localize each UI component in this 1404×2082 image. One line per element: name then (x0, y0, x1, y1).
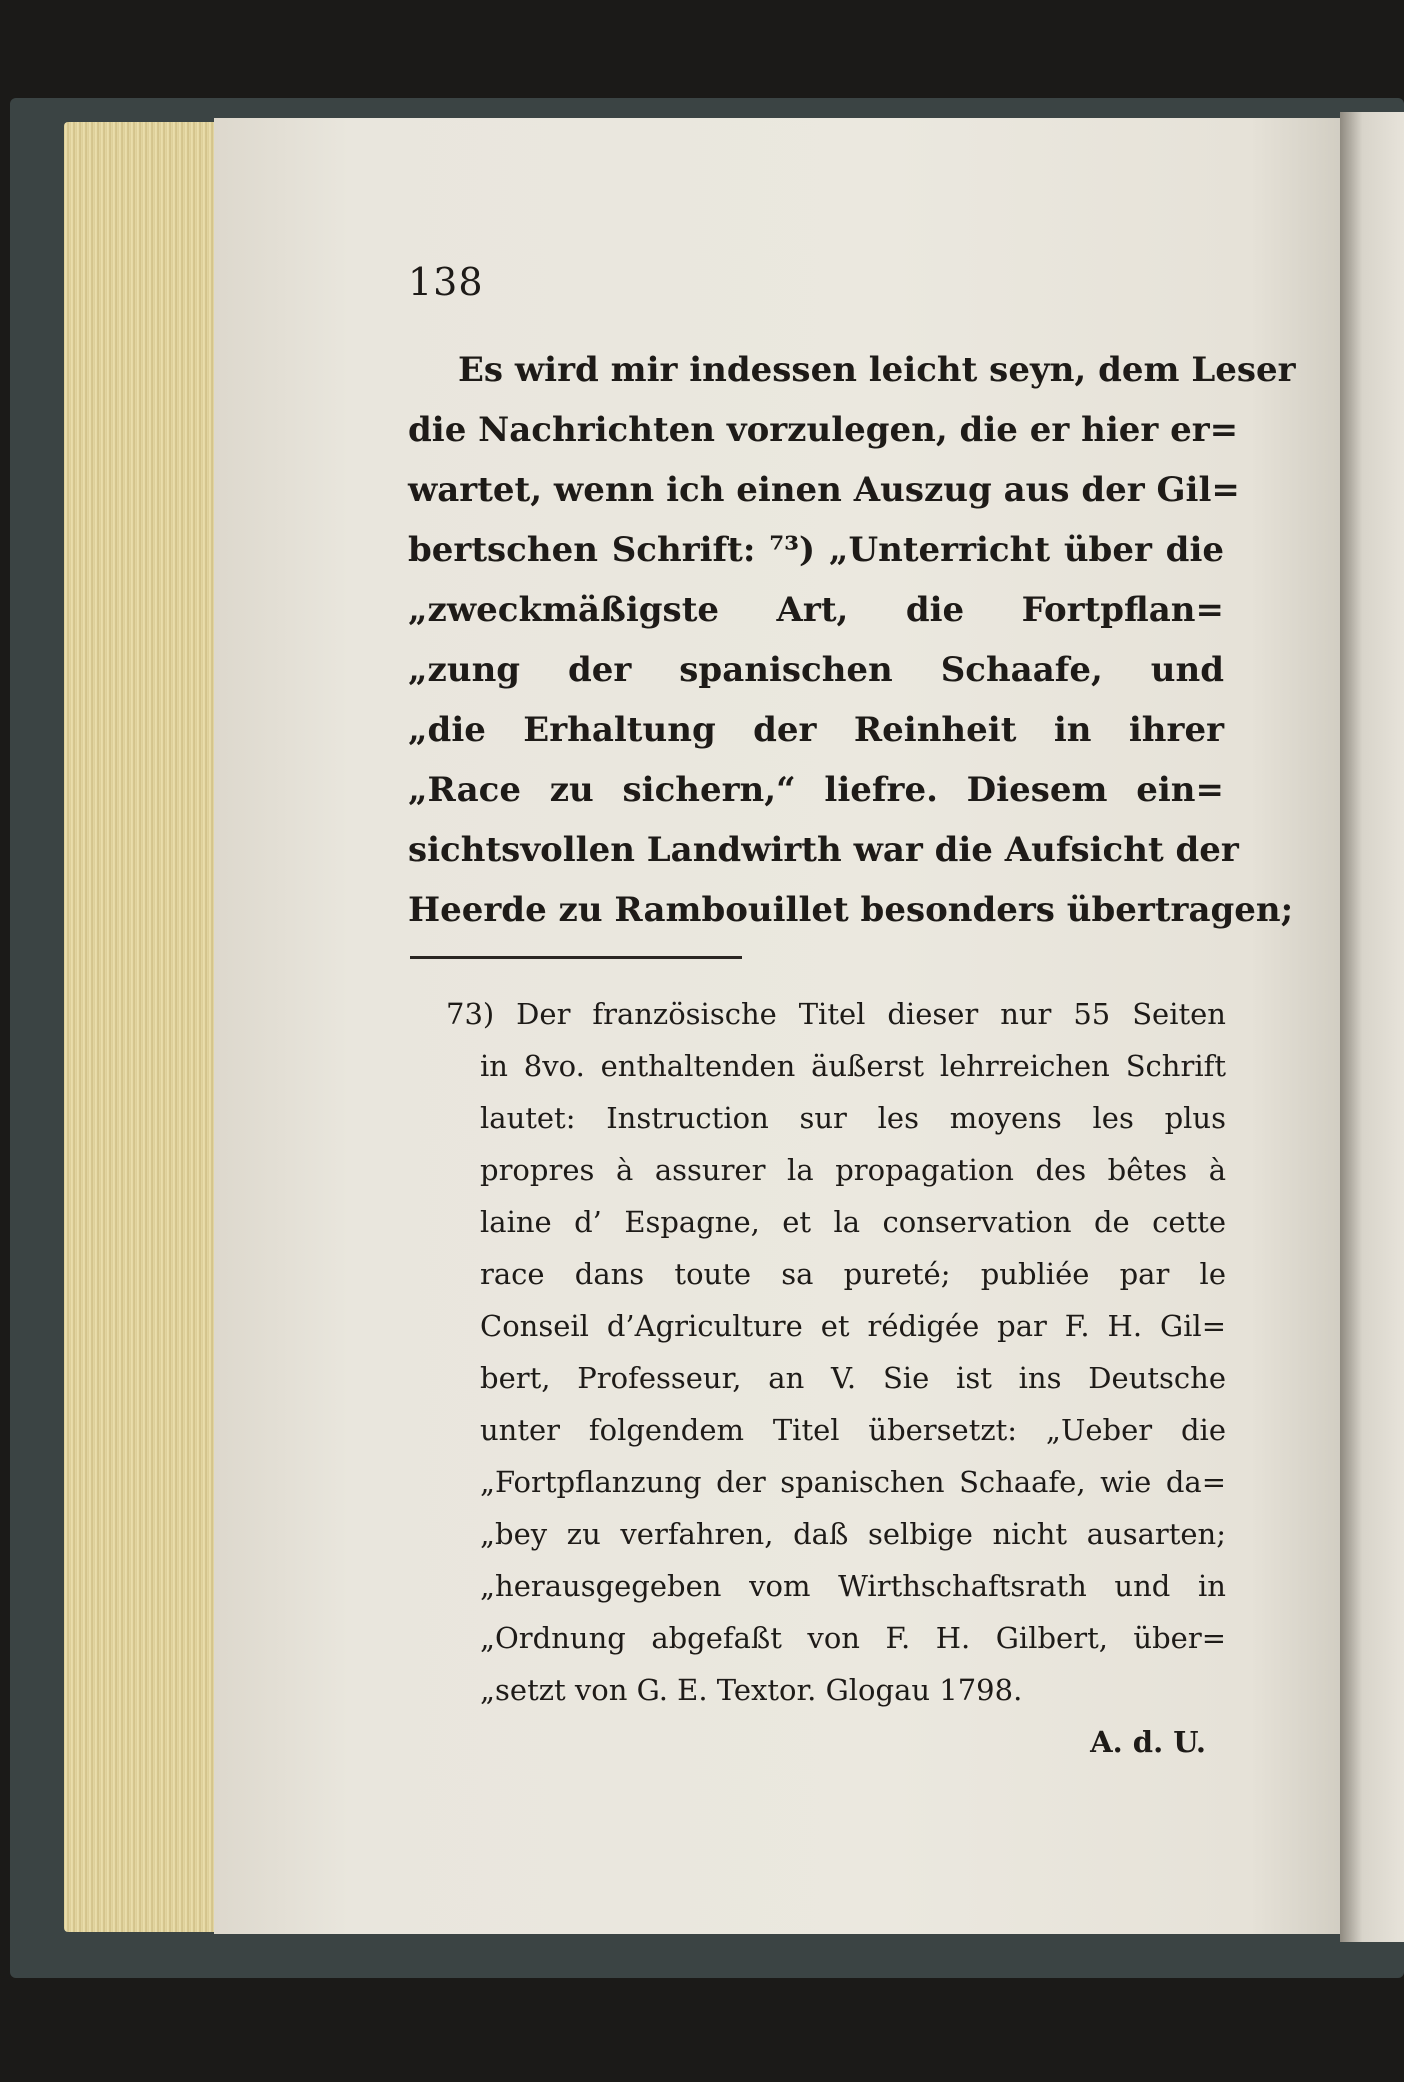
body-text (408, 340, 1296, 940)
footnote-line: bert, Professeur, an V. Sie ist ins Deutsche (480, 1361, 1226, 1395)
body-line: bertschen Schrift: ⁷³) „Unterricht über die (408, 530, 1224, 570)
body-line: „die Erhaltung der Reinheit in ihrer (408, 710, 1224, 750)
footnote-line: „Fortpflanzung der spanischen Schaafe, wie da= (480, 1465, 1226, 1499)
footnote-line: in 8vo. enthaltenden äußerst lehrreichen Schrift (480, 1049, 1226, 1083)
footnote-line: 73) Der französische Titel dieser nur 55 Seiten (446, 997, 1226, 1031)
footnote-line: „Ordnung abgefaßt von F. H. Gilbert, über= (480, 1621, 1226, 1655)
footnote-line: Conseil d’Agriculture et rédigée par F. H. Gil= (480, 1309, 1226, 1343)
body-line: Heerde zu Rambouillet besonders übertragen; (408, 890, 1294, 930)
footnote-line: „herausgegeben vom Wirthschaftsrath und in (480, 1569, 1226, 1603)
facing-page-edge (1340, 112, 1404, 1942)
page-number: 138 (408, 260, 484, 304)
footnote-line: „setzt von G. E. Textor. Glogau 1798. (480, 1673, 1023, 1707)
footnote-signature: A. d. U. (1090, 1725, 1206, 1759)
body-line: sichtsvollen Landwirth war die Aufsicht der (408, 830, 1239, 870)
footnote-line: unter folgendem Titel übersetzt: „Ueber die (480, 1413, 1226, 1447)
body-line: wartet, wenn ich einen Auszug aus der Gil= (408, 470, 1240, 510)
body-line: „Race zu sichern,“ liefre. Diesem ein= (408, 770, 1224, 810)
footnote-line: „bey zu verfahren, daß selbige nicht ausarten; (480, 1517, 1226, 1551)
page-edges (64, 122, 234, 1932)
footnote (446, 988, 1226, 1768)
body-line: „zung der spanischen Schaafe, und (408, 650, 1224, 690)
footnote-rule (410, 956, 742, 959)
body-line: die Nachrichten vorzulegen, die er hier er= (408, 410, 1239, 450)
body-line: „zweckmäßigste Art, die Fortpflan= (408, 590, 1224, 630)
footnote-line: propres à assurer la propagation des bêtes à (480, 1153, 1226, 1187)
footnote-line: laine d’ Espagne, et la conservation de cette (480, 1205, 1226, 1239)
book-page (214, 118, 1340, 1934)
footnote-line: lautet: Instruction sur les moyens les plus (480, 1101, 1226, 1135)
footnote-line: race dans toute sa pureté; publiée par le (480, 1257, 1226, 1291)
body-line: Es wird mir indessen leicht seyn, dem Leser (458, 350, 1296, 390)
